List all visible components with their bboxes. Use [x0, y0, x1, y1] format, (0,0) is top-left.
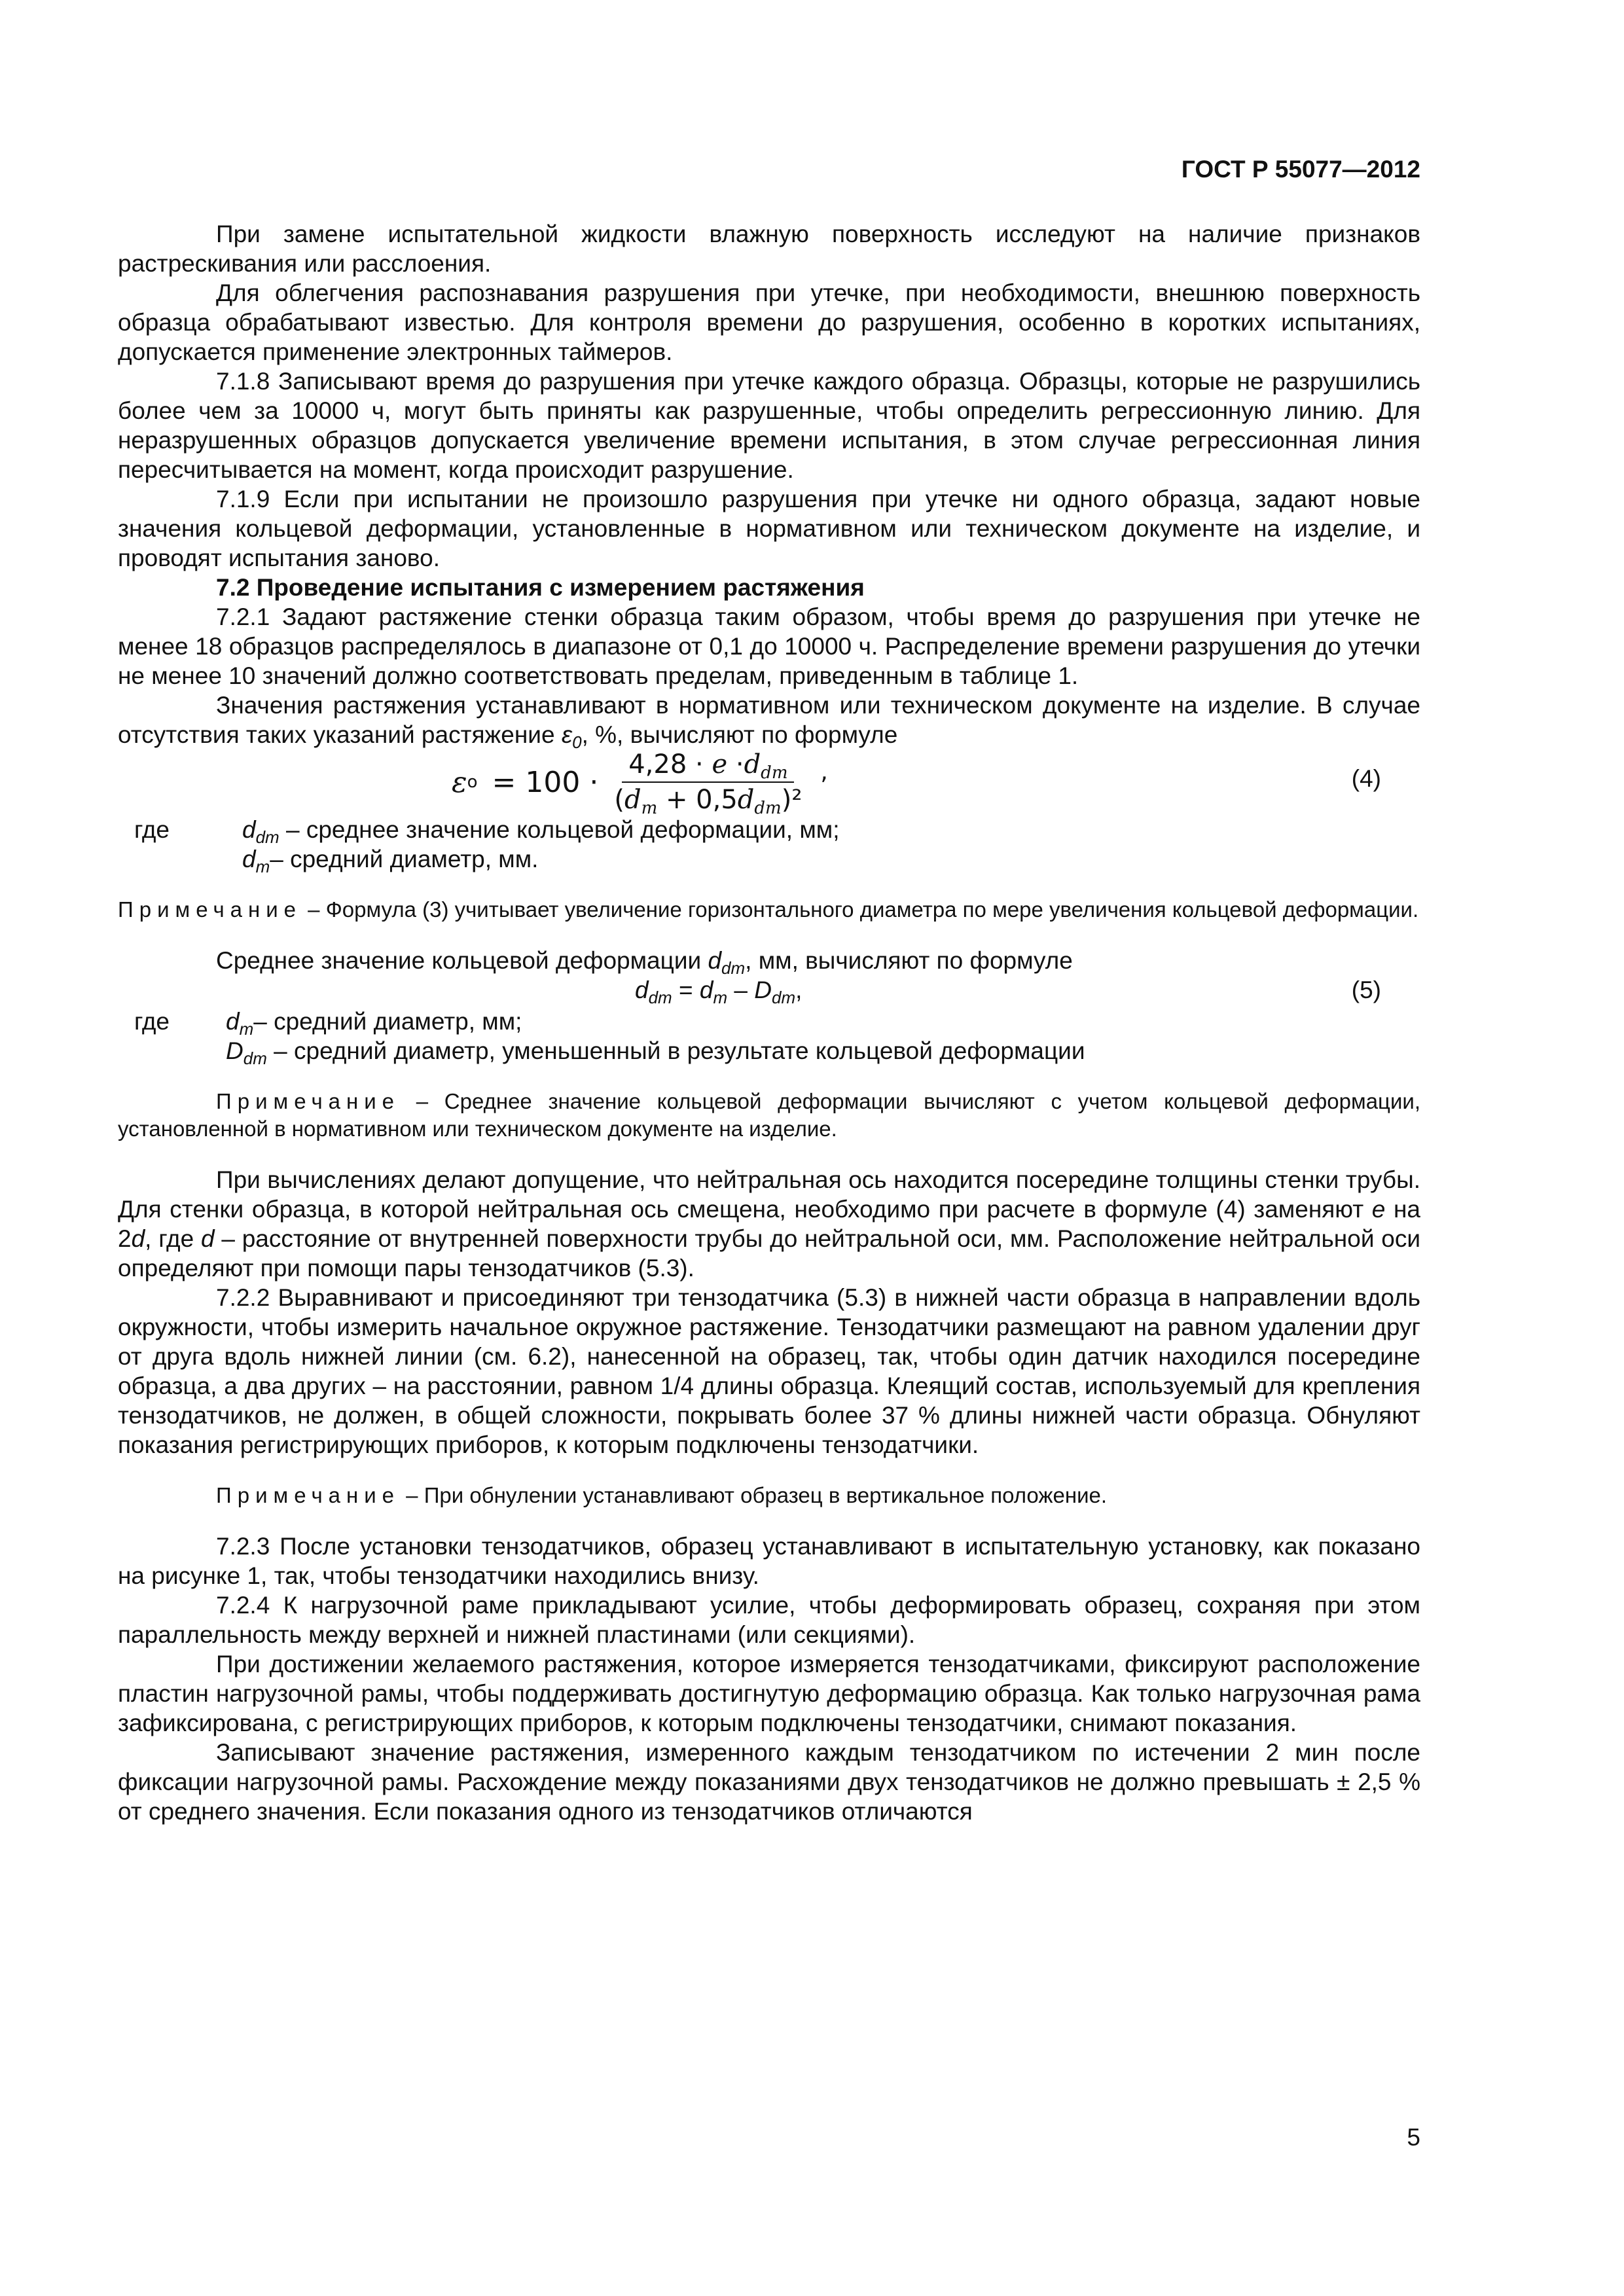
where-block: [118, 1007, 1420, 1066]
formula-expression: $d_{dm} = d_m - D_{dm}$,: [635, 977, 803, 1007]
paragraph: Записывают значение растяжения, измеренного каждым тензодатчиком по истечении 2 мин после фиксации нагрузочной рамы. Расхождение между показаниями двух тензодатчиков не должно превышать ± 2,5 % от среднего значения. Если показания одного из тензодатчиков отличаются: [118, 1739, 1420, 1825]
paragraph: При вычислениях делают допущение, что нейтральная ось находится посередине толщины стенки трубы. Для стенки образца, в которой нейтральная ось смещена, необходимо при расчете в формуле (4) заменяют e на 2d, где d – расстояние от внутренней поверхности трубы до нейтральной оси, мм. Расположение нейтральной оси определяют при помощи пары тензодатчиков (5.3).: [118, 1166, 1421, 1282]
paragraph: 7.2.2 Выравнивают и присоединяют три тензодатчика (5.3) в нижней части образца в направлении вдоль окружности, чтобы измерить начальное окружное растяжение. Тензодатчики размещают на равном удалении друг от друга вдоль нижней линии (см. 6.2), нанесенной на образец, так, чтобы один датчик находился посередине образца, а два других – на расстоянии, равном 1/4 длины образца. Клеящий состав, используемый для крепления тензодатчиков, не должен, в общей сложности, покрывать более 37 % длины нижней части образца. Обнуляют показания регистрирующих приборов, к которым подключены тензодатчики.: [118, 1284, 1420, 1458]
note: Примечание – Среднее значение кольцевой деформации вычисляют с учетом кольцевой деформации, установленной в нормативном или техническом документе на изделие.: [118, 1089, 1420, 1141]
paragraph: Значения растяжения устанавливают в нормативном или техническом документе на изделие. В случае отсутствия таких указаний растяжение $\varepsilon_0$, %, вычисляют по формуле: [118, 692, 1420, 752]
fraction-denominator: $(d_m + 0,5d_{dm})^2$: [614, 785, 803, 818]
fraction-numerator: $4,28 \cdot e \cdot d_{dm}$: [622, 750, 794, 783]
paragraph: 7.1.9 Если при испытании не произошло разрушения при утечке ни одного образца, задают новые значения кольцевой деформации, установленные в нормативном или техническом документе на изделие, и проводят испытания заново.: [118, 486, 1420, 571]
paragraph: При замене испытательной жидкости влажную поверхность исследуют на наличие признаков растрескивания или расслоения.: [118, 221, 1420, 277]
paragraph: Среднее значение кольцевой деформации $d_{dm}$, мм, вычисляют по формуле: [216, 947, 1073, 978]
formula-number: (5): [1351, 977, 1381, 1003]
formula-4: [118, 749, 1420, 818]
document-body: [118, 219, 1420, 1826]
paragraph: 7.1.8 Записывают время до разрушения при утечке каждого образца. Образцы, которые не разрушились более чем за 10000 ч, могут быть приняты как разрушенные, чтобы определить регрессионную линию. Для неразрушенных образцов допускается увеличение времени испытания, в этом случае регрессионная линия пересчитывается на момент, когда происходит разрушение.: [118, 368, 1420, 483]
where-block: [118, 815, 1420, 874]
where-label: где: [134, 1008, 170, 1035]
note: Примечание – Формула (3) учитывает увеличение горизонтального диаметра по мере увеличения кольцевой деформации.: [118, 897, 1419, 922]
paragraph: 7.2.4 К нагрузочной раме прикладывают усилие, чтобы деформировать образец, сохраняя при этом параллельность между верхней и нижней пластинами (или секциями).: [118, 1592, 1420, 1648]
formula-number: (4): [1351, 765, 1381, 792]
paragraph: 7.2.3 После установки тензодатчиков, образец устанавливают в испытательную установку, как показано на рисунке 1, так, чтобы тензодатчики находились внизу.: [118, 1533, 1420, 1589]
formula-expression: ε o = 100 · $\frac{4,28 \cdot e \cdot d_{dm}}{(d_m + 0,5d_{dm})^2}$ ,: [452, 749, 828, 818]
note: Примечание – При обнулении устанавливают образец в вертикальное положение.: [216, 1483, 1108, 1507]
formula-5: [118, 975, 1420, 1007]
where-definition: $d_m-$ средний диаметр, мм.: [242, 846, 539, 876]
where-definition: $d_m-$ средний диаметр, мм;: [226, 1008, 522, 1039]
page-number: 5: [1407, 2124, 1420, 2151]
paragraph: Для облегчения распознавания разрушения при утечке, при необходимости, внешнюю поверхность образца обрабатывают известью. Для контроля времени до разрушения, особенно в коротких испытаниях, допускается применение электронных таймеров.: [118, 279, 1420, 365]
where-label: где: [134, 816, 170, 843]
document-header: ГОСТ Р 55077—2012: [1181, 156, 1420, 183]
section-heading: 7.2 Проведение испытания с измерением растяжения: [216, 574, 865, 601]
paragraph: 7.2.1 Задают растяжение стенки образца таким образом, чтобы время до разрушения при утечке не менее 18 образцов распределялось в диапазоне от 0,1 до 10000 ч. Распределение времени разрушения до утечки не менее 10 значений должно соответствовать пределам, приведенным в таблице 1.: [118, 603, 1420, 689]
where-definition: $d_{dm}$ – среднее значение кольцевой деформации, мм;: [242, 816, 840, 847]
document-page: [118, 0, 1420, 2296]
paragraph: При достижении желаемого растяжения, которое измеряется тензодатчиками, фиксируют расположение пластин нагрузочной рамы, чтобы поддерживать достигнутую деформацию образца. Как только нагрузочная рама зафиксирована, с регистрирующих приборов, к которым подключены тензодатчики, снимают показания.: [118, 1651, 1420, 1736]
where-definition: $D_{dm}$ – средний диаметр, уменьшенный в результате кольцевой деформации: [226, 1037, 1085, 1068]
